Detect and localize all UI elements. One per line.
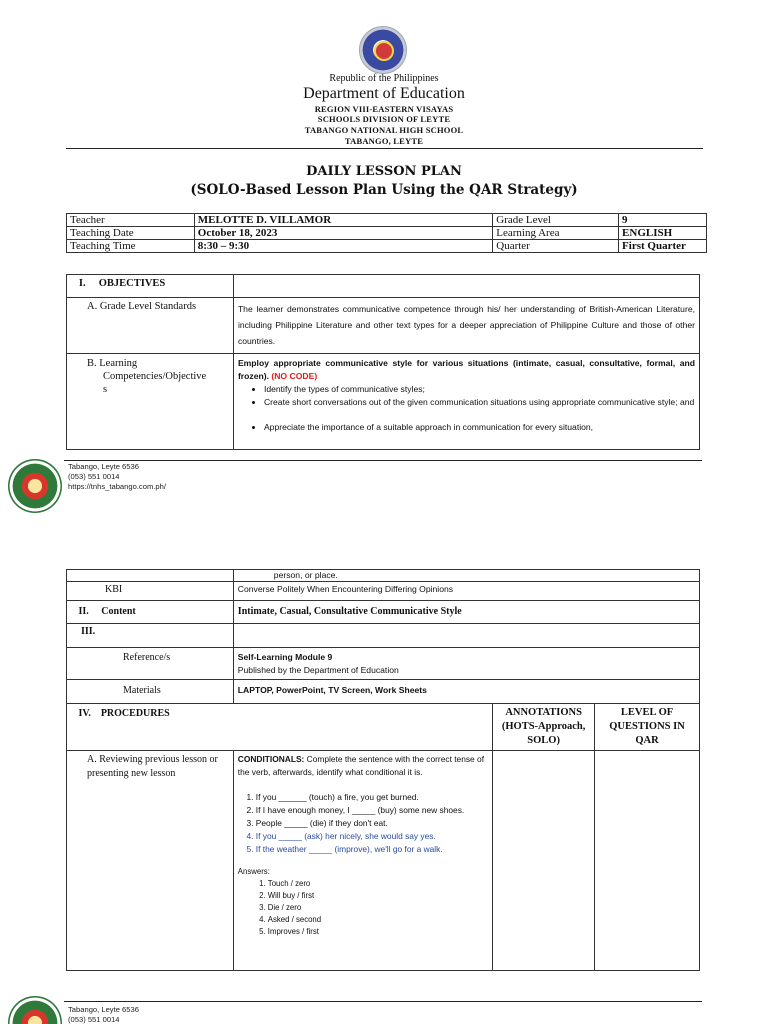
- list-item: • Appreciate the importance of a suitable approach in communication for every situation,: [264, 421, 695, 434]
- objectives-label: OBJECTIVES: [98, 278, 166, 289]
- exercise-list: [256, 791, 488, 856]
- materials-text: LAPTOP, PowerPoint, TV Screen, Work Sheets: [233, 680, 699, 704]
- footer-text: [68, 1005, 139, 1024]
- list-item: 5. If the weather _____ (improve), we'll go for a walk.: [256, 843, 488, 856]
- objective-list: [238, 383, 695, 434]
- competencies-label-1: B. Learning: [87, 358, 138, 369]
- footer-address: Tabango, Leyte 6536: [68, 462, 139, 471]
- footer-phone: (053) 551 0014: [68, 1015, 120, 1024]
- answers-list: [268, 878, 488, 938]
- list-item: 3. People _____ (die) if they don't eat.: [256, 817, 488, 830]
- competencies-label: [67, 354, 234, 450]
- region-line: REGION VIII-EASTERN VISAYAS: [314, 104, 454, 114]
- list-item: 5. Improves / first: [268, 926, 488, 938]
- republic-line: Republic of the Philippines: [329, 73, 439, 84]
- time-label: Teaching Time: [67, 240, 195, 253]
- header-divider: [66, 148, 703, 149]
- list-item: 4. Asked / second: [268, 914, 488, 926]
- grade-standards-text: The learner demonstrates communicative competence through his/ her understanding of British-American Literature, including Philippine Literature and other text types for a deeper appreciation of Philippine Culture and those of other countries.: [233, 298, 699, 354]
- page-subtitle: (SOLO-Based Lesson Plan Using the QAR Strategy): [190, 182, 578, 198]
- department-line: Department of Education: [303, 85, 465, 102]
- conditionals-instruction: [238, 753, 488, 779]
- content-num: II.: [78, 606, 89, 617]
- level-header: LEVEL OF QUESTIONS IN QAR: [595, 704, 700, 751]
- list-item: 1. Touch / zero: [268, 878, 488, 890]
- grade-value: 9: [619, 214, 707, 227]
- date-label: Teaching Date: [67, 227, 195, 240]
- list-item: • Create short conversations out of the given communication situations using appropriate communicative style; and: [264, 396, 695, 409]
- date-value: October 18, 2023: [194, 227, 492, 240]
- school-line: TABANGO NATIONAL HIGH SCHOOL: [304, 125, 464, 135]
- list-item: 4. If you _____ (ask) her nicely, she would say yes.: [256, 830, 488, 843]
- competency-main-text: Employ appropriate communicative style for various situations (intimate, casual, consultative, formal, and frozen).: [237, 358, 695, 381]
- answers-label: Answers:: [237, 867, 270, 876]
- footer-text: [68, 462, 166, 492]
- reviewing-cell: [233, 751, 492, 971]
- competencies-label-3: s: [103, 384, 108, 395]
- no-code-badge: (NO CODE): [271, 371, 318, 381]
- list-item: • Identify the types of communicative styles;: [264, 383, 695, 396]
- division-line: SCHOOLS DIVISION OF LEYTE: [317, 114, 451, 124]
- procedures-heading: [67, 704, 493, 751]
- section-iii: III.: [67, 624, 234, 648]
- location-line: TABANGO, LEYTE: [344, 136, 424, 146]
- annotations-header: ANNOTATIONS (HOTS-Approach, SOLO): [493, 704, 595, 751]
- time-value: 8:30 – 9:30: [194, 240, 492, 253]
- list-item: 1. If you ______ (touch) a fire, you get burned.: [256, 791, 488, 804]
- area-value: ENGLISH: [619, 227, 707, 240]
- objectives-heading: [67, 275, 234, 298]
- content-label: Content: [101, 606, 136, 617]
- info-table: [66, 213, 707, 253]
- procedures-label: PROCEDURES: [100, 708, 170, 719]
- reference-cell: [233, 648, 699, 680]
- reference-publisher: Published by the Department of Education: [237, 665, 399, 675]
- area-label: Learning Area: [493, 227, 619, 240]
- teacher-label: Teacher: [67, 214, 195, 227]
- conditionals-title: CONDITIONALS:: [237, 754, 305, 764]
- reference-label: Reference/s: [67, 648, 234, 680]
- level-cell: [595, 751, 700, 971]
- content-text: Intimate, Casual, Consultative Communicative Style: [233, 601, 699, 624]
- continued-text: person, or place.: [233, 570, 699, 582]
- school-logo: [8, 459, 62, 513]
- list-item: 3. Die / zero: [268, 902, 488, 914]
- reference-title: Self-Learning Module 9: [237, 652, 333, 662]
- list-item: 2. If I have enough money, I _____ (buy) some new shoes.: [256, 804, 488, 817]
- annotations-cell: [493, 751, 595, 971]
- kbi-text: Converse Politely When Encountering Differing Opinions: [233, 582, 699, 601]
- iii-blank: [233, 624, 699, 648]
- footer-url: https://tnhs_tabango.com.ph/: [68, 482, 166, 491]
- procedures-table: [66, 569, 700, 971]
- deped-seal: [359, 26, 407, 74]
- footer-divider: [64, 460, 702, 461]
- quarter-label: Quarter: [493, 240, 619, 253]
- objectives-blank: [233, 275, 699, 298]
- conditionals-text: Complete the sentence with the correct tense of the verb, afterwards, identify what conditional it is.: [237, 754, 485, 777]
- procedures-num: IV.: [78, 708, 91, 719]
- competency-main: [238, 357, 695, 383]
- objectives-table: [66, 274, 700, 450]
- quarter-value: First Quarter: [619, 240, 707, 253]
- list-item: 2. Will buy / first: [268, 890, 488, 902]
- kbi-label: KBI: [67, 582, 234, 601]
- reviewing-label: A. Reviewing previous lesson or presenting new lesson: [67, 751, 234, 971]
- materials-label: Materials: [67, 680, 234, 704]
- footer-phone: (053) 551 0014: [68, 472, 120, 481]
- objectives-num: I.: [78, 278, 86, 289]
- school-logo: [8, 996, 62, 1024]
- footer-address: Tabango, Leyte 6536: [68, 1005, 139, 1014]
- cont-blank: [67, 570, 234, 582]
- competencies-cell: [233, 354, 699, 450]
- teacher-value: MELOTTE D. VILLAMOR: [194, 214, 492, 227]
- competencies-label-2: Competencies/Objective: [103, 371, 207, 382]
- content-heading: [67, 601, 234, 624]
- page-title: DAILY LESSON PLAN: [306, 164, 462, 179]
- footer-divider: [64, 1001, 702, 1002]
- grade-standards-label: A. Grade Level Standards: [67, 298, 234, 354]
- grade-label: Grade Level: [493, 214, 619, 227]
